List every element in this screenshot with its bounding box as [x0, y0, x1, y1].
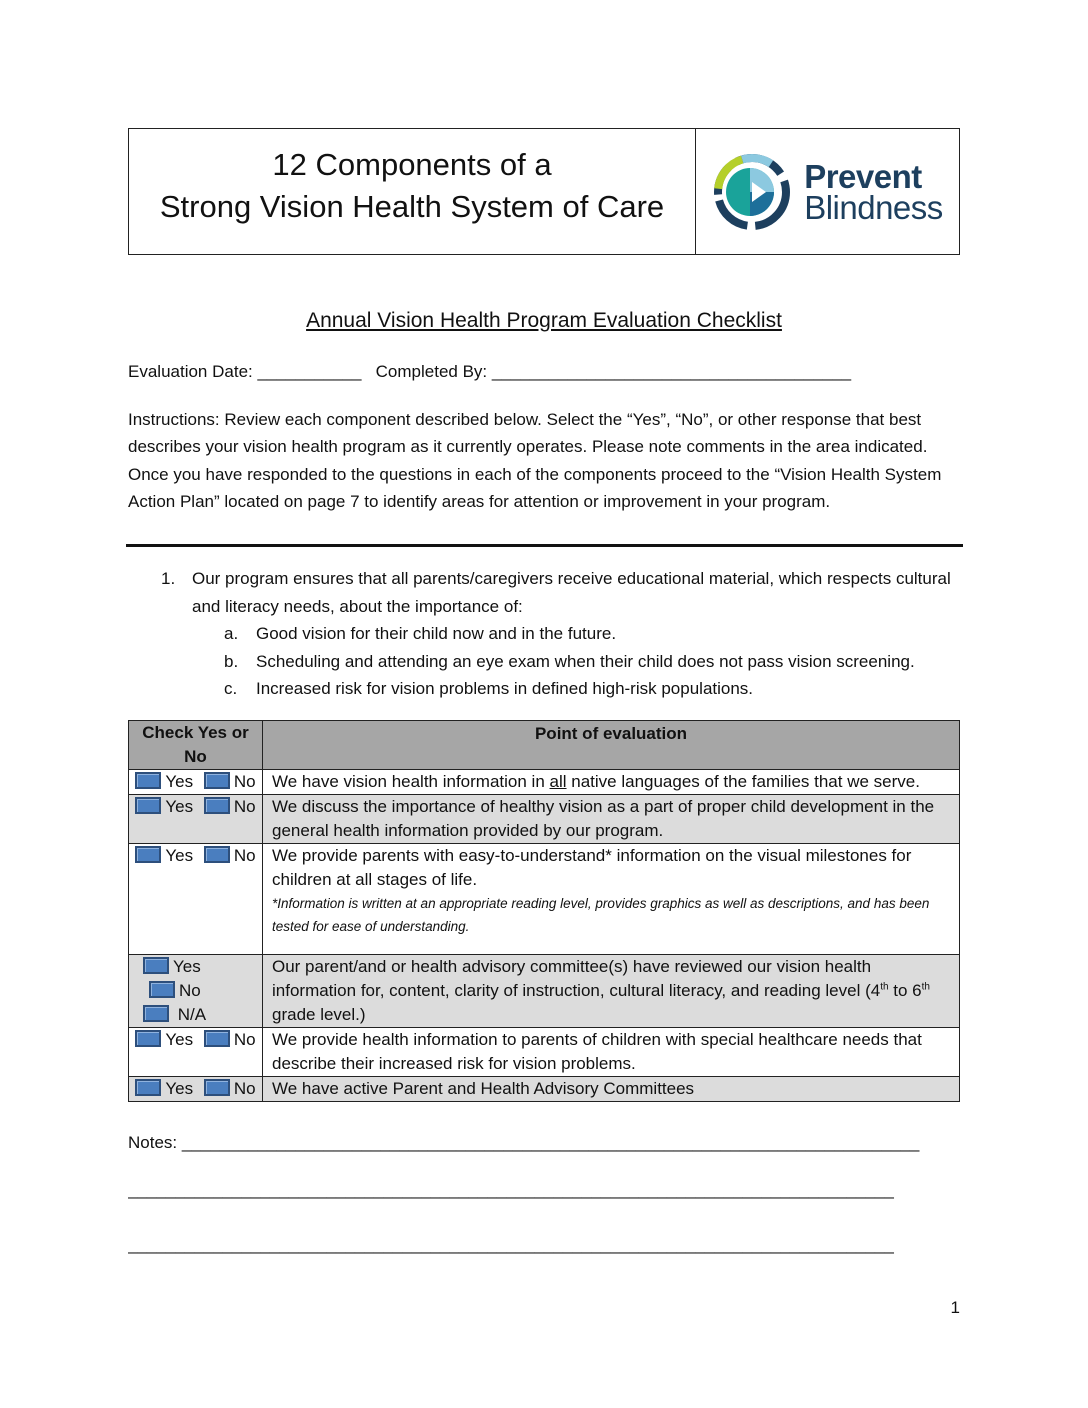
no-checkbox[interactable] — [204, 1030, 230, 1047]
point-text-pre: We have vision health information in — [272, 772, 550, 791]
item-letter: c. — [224, 679, 238, 698]
no-label: No — [233, 1030, 256, 1049]
logo-word-prevent: Prevent — [804, 157, 922, 195]
eye-logo-icon — [712, 152, 792, 232]
yes-checkbox[interactable] — [135, 846, 161, 863]
yes-no-options — [129, 1077, 263, 1102]
evaluation-point — [263, 770, 960, 795]
yes-checkbox[interactable] — [135, 772, 161, 789]
question-1 — [128, 565, 963, 703]
no-option[interactable] — [204, 1028, 256, 1052]
question-1-text-row — [128, 565, 963, 620]
point-text-underlined: all — [549, 772, 567, 791]
yes-checkbox[interactable] — [135, 1079, 161, 1096]
point-text: We provide parents with easy-to-understand* information on the visual milestones for children at all stages of life. — [272, 846, 912, 889]
no-checkbox[interactable] — [204, 772, 230, 789]
yes-label: Yes — [165, 1030, 194, 1049]
no-checkbox[interactable] — [204, 846, 230, 863]
superscript: th — [880, 981, 889, 993]
prevent-blindness-logo — [696, 129, 959, 254]
no-checkbox[interactable] — [204, 797, 230, 814]
na-checkbox[interactable] — [143, 1005, 169, 1022]
no-checkbox[interactable] — [204, 1079, 230, 1096]
yes-option[interactable] — [135, 770, 193, 794]
yes-no-na-options — [129, 955, 263, 1028]
yes-checkbox[interactable] — [135, 797, 161, 814]
yes-no-options — [129, 770, 263, 795]
no-option[interactable] — [204, 795, 256, 819]
item-text: Increased risk for vision problems in defined high-risk populations. — [256, 679, 754, 698]
evaluation-point — [263, 955, 960, 1028]
item-text: Good vision for their child now and in the future. — [256, 624, 617, 643]
yes-option[interactable] — [135, 795, 193, 819]
superscript: th — [921, 981, 930, 993]
no-option[interactable] — [149, 979, 201, 1003]
table-row — [129, 1077, 960, 1102]
no-label: No — [179, 981, 201, 1000]
yes-checkbox[interactable] — [135, 1030, 161, 1047]
point-text-post: grade level.) — [272, 1005, 366, 1024]
question-text: Our program ensures that all parents/caregivers receive educational material, which respects cultural and literacy needs, about the importance of: — [192, 569, 951, 616]
evaluation-date-line[interactable]: Evaluation Date: ___________ Completed By: ______________________________________ — [128, 362, 852, 381]
item-letter: a. — [224, 624, 239, 643]
page-number: 1 — [950, 1298, 960, 1317]
instructions-paragraph: Instructions: Review each component described below. Select the “Yes”, “No”, or other response that best describes your vision health program as it currently operates. Please note comments in the area indicated. Once you have responded to the questions in each of the components proceed to the “Vision Health System Action Plan” located on page 7 to identify areas for attention or improvement in your program. — [128, 410, 942, 511]
title-line-1: 12 Components of a — [272, 146, 552, 182]
no-label: No — [233, 1079, 256, 1098]
no-checkbox[interactable] — [149, 981, 175, 998]
point-text: Our parent/and or health advisory committee(s) have reviewed our vision health information for, content, clarity of instruction, cultural literacy, and reading level (4 — [272, 957, 881, 1000]
notes-line-3[interactable]: _________________________________________________________________________________ — [128, 1235, 894, 1254]
notes-line-1[interactable]: Notes: ______________________________________________________________________________ — [128, 1133, 920, 1152]
logo-word-blindness: Blindness — [804, 188, 943, 226]
table-row — [129, 795, 960, 844]
yes-label: Yes — [165, 846, 194, 865]
yes-option[interactable] — [135, 1077, 193, 1101]
question-number: 1. — [161, 569, 176, 588]
point-footnote: *Information is written at an appropriate reading level, provides graphics as well as descriptions, and has been tested for ease of understanding. — [272, 896, 930, 934]
yes-checkbox[interactable] — [143, 957, 169, 974]
section-divider — [126, 544, 963, 547]
title-line-2: Strong Vision Health System of Care — [159, 188, 665, 224]
table-row — [129, 1028, 960, 1077]
question-item — [128, 620, 963, 648]
yes-no-options — [129, 1028, 263, 1077]
table-header-row — [129, 721, 960, 770]
evaluation-point — [263, 844, 960, 955]
yes-label: Yes — [173, 957, 201, 976]
header-box — [128, 128, 960, 255]
yes-no-options — [129, 844, 263, 955]
yes-label: Yes — [165, 1079, 194, 1098]
table-row — [129, 770, 960, 795]
na-label: N/A — [177, 1005, 207, 1024]
question-item — [128, 648, 963, 676]
item-letter: b. — [224, 651, 239, 671]
point-text-mid: to 6 — [888, 981, 922, 1000]
logo-wordmark — [804, 157, 943, 226]
evaluation-point: We have active Parent and Health Advisory Committees — [263, 1077, 960, 1102]
yes-label: Yes — [165, 772, 194, 791]
no-option[interactable] — [204, 770, 256, 794]
document-title — [129, 129, 696, 254]
no-label: No — [233, 797, 256, 816]
yes-no-options — [129, 795, 263, 844]
question-item — [128, 675, 963, 703]
evaluation-table — [128, 720, 960, 1102]
yes-option[interactable] — [135, 1028, 193, 1052]
na-option[interactable] — [143, 1003, 206, 1027]
yes-option[interactable] — [143, 955, 201, 979]
item-text: Scheduling and attending an eye exam when their child does not pass vision screening. — [256, 651, 915, 671]
evaluation-point: We discuss the importance of healthy vision as a part of proper child development in the general health information provided by our program. — [263, 795, 960, 844]
table-row — [129, 955, 960, 1028]
checklist-subtitle: Annual Vision Health Program Evaluation Checklist — [306, 309, 782, 332]
point-text-post: native languages of the families that we serve. — [566, 772, 920, 791]
no-label: No — [233, 772, 256, 791]
no-label: No — [233, 846, 256, 865]
yes-option[interactable] — [135, 844, 193, 868]
header-check-yes-no: Check Yes or No — [129, 721, 263, 770]
no-option[interactable] — [204, 844, 256, 868]
table-row — [129, 844, 960, 955]
header-point-of-evaluation: Point of evaluation — [263, 721, 960, 770]
evaluation-point: We provide health information to parents of children with special healthcare needs that describe their increased risk for vision problems. — [263, 1028, 960, 1077]
no-option[interactable] — [204, 1077, 256, 1101]
yes-label: Yes — [165, 797, 194, 816]
notes-line-2[interactable]: _________________________________________________________________________________ — [128, 1180, 894, 1199]
